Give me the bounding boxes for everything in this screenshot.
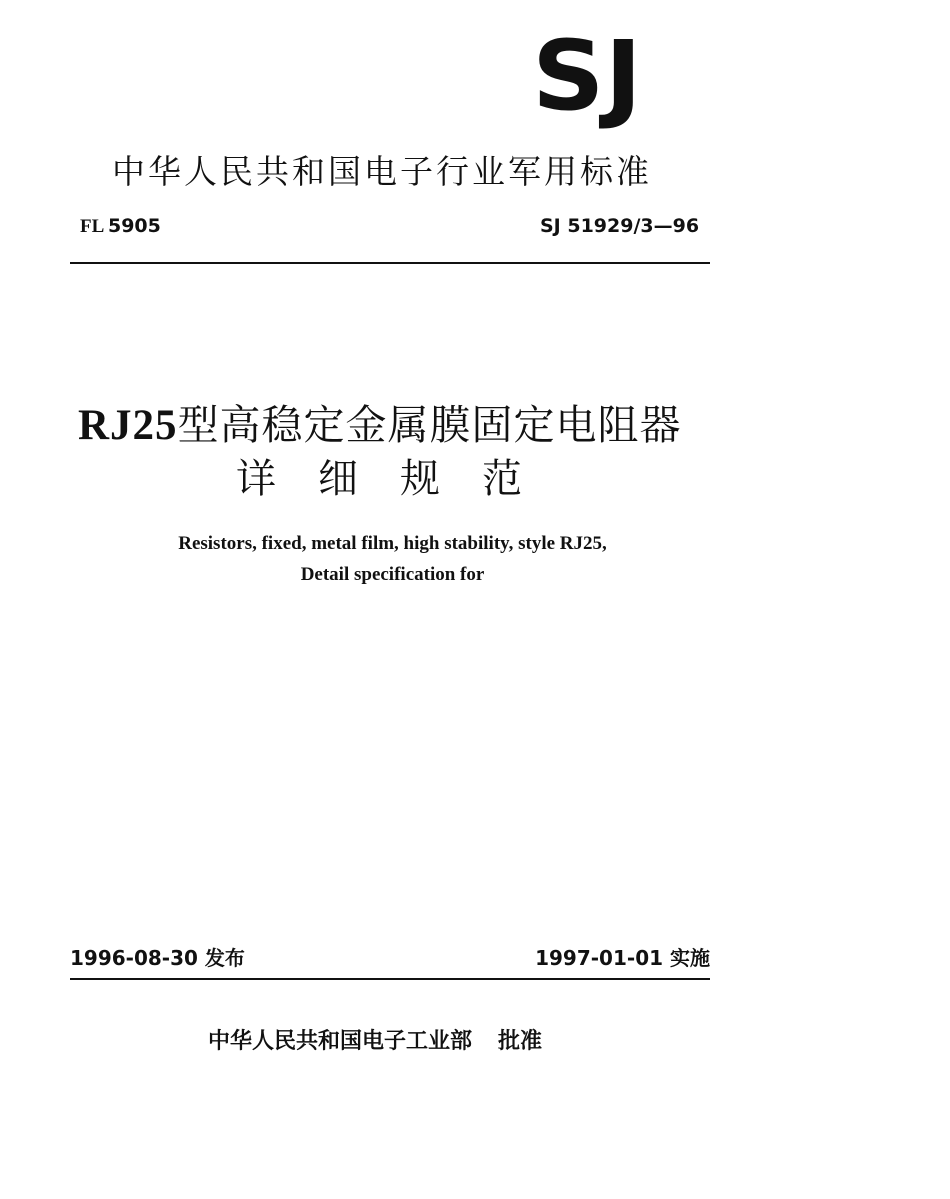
standard-number: SJ 51929/3—96 [540, 215, 700, 237]
classification-number: 5905 [107, 215, 161, 237]
implementation-date: 1997-01-01 实施 [535, 946, 710, 970]
english-title-line2: Detail specification for [300, 564, 485, 585]
classification-code [80, 215, 161, 238]
document-title-line1 [78, 392, 718, 451]
approver-org: 中华人民共和国电子工业部 [208, 1029, 473, 1054]
issue-date: 1996-08-30 发布 [70, 946, 245, 970]
classification-prefix: FL [80, 216, 104, 237]
document-title-line2: 详细规范 [236, 456, 564, 502]
title-model: RJ25 [78, 402, 178, 449]
approver-action: 批准 [498, 1029, 543, 1054]
standard-series-title: 中华人民共和国电子行业军用标准 [112, 152, 652, 191]
approval-line [208, 1024, 542, 1055]
bottom-divider [70, 978, 710, 980]
english-title-line1: Resistors, fixed, metal film, high stability, style RJ25, [178, 533, 607, 554]
title-line1-cn: 型高稳定金属膜固定电阻器 [177, 401, 682, 449]
sj-logo [532, 20, 697, 132]
top-divider [70, 262, 710, 264]
logo-text: SJ [532, 20, 643, 132]
